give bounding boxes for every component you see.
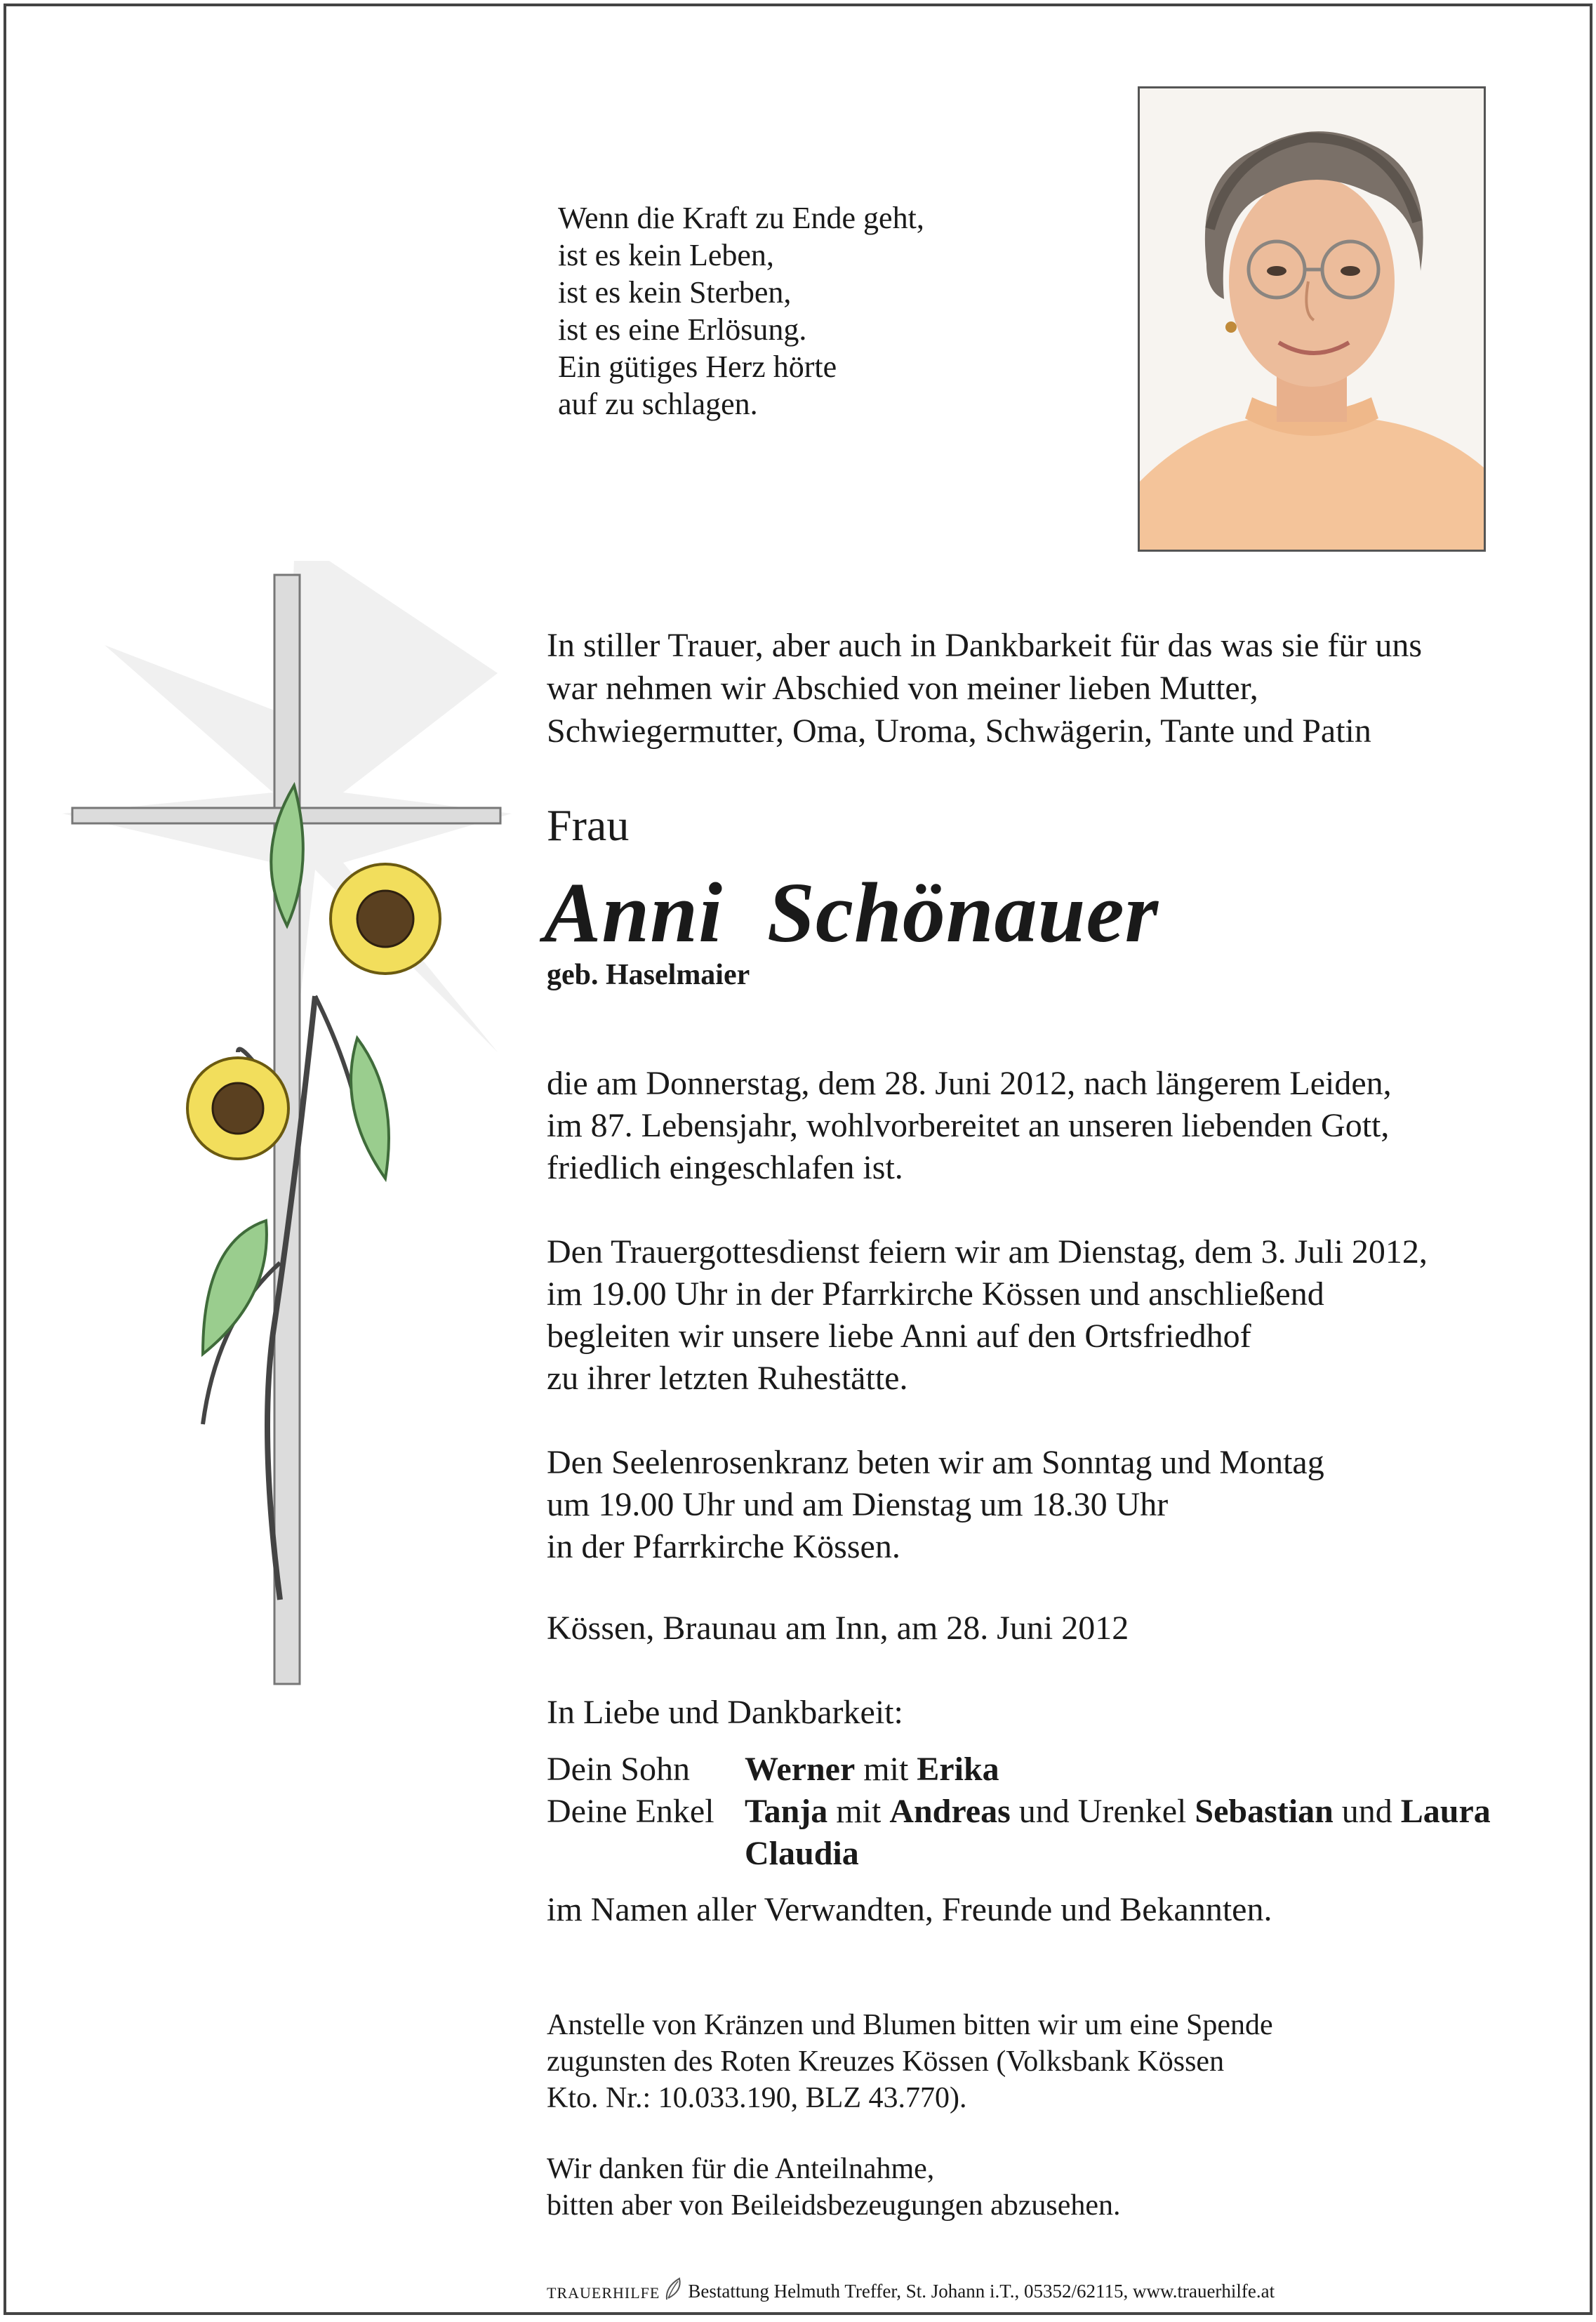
birth-name: geb. Haselmaier: [547, 959, 750, 991]
text-line: zu ihrer letzten Ruhestätte.: [547, 1360, 908, 1397]
text-line: Den Seelenrosenkranz beten wir am Sonntag und Montag: [547, 1444, 1324, 1481]
intro-line: Schwiegermutter, Oma, Uroma, Schwägerin, Tante und Patin: [547, 712, 1371, 750]
great-grandchildren-label: und Urenkel: [1018, 1793, 1187, 1830]
death-notice-paragraph: [547, 1063, 1557, 1189]
grandchildren-label: Deine Enkel: [547, 1793, 714, 1830]
deceased-name: [544, 864, 1159, 962]
first-name: Anni: [544, 865, 723, 960]
text-line: friedlich eingeschlafen ist.: [547, 1149, 903, 1186]
cross-with-sunflowers-illustration: [62, 561, 540, 1698]
grandchildren-line: [745, 1791, 1491, 1833]
donation-note: [547, 2007, 1459, 2116]
leaf-icon: [664, 2277, 684, 2301]
text-line: bitten aber von Beileidsbezeugungen abzusehen.: [547, 2189, 1121, 2222]
portrait-illustration: [1140, 88, 1484, 550]
footer-text: Bestattung Helmuth Treffer, St. Johann i.T., 05352/62115, www.trauerhilfe.at: [688, 2281, 1275, 2302]
poem-line: Wenn die Kraft zu Ende geht,: [558, 201, 924, 235]
son-name: Werner: [745, 1751, 856, 1788]
poem-line: ist es kein Sterben,: [558, 275, 792, 310]
poem-line: Ein gütiges Herz hörte: [558, 350, 837, 384]
intro-line: war nehmen wir Abschied von meiner lieben Mutter,: [547, 670, 1258, 707]
portrait-photo: [1138, 86, 1486, 552]
text-line: im 87. Lebensjahr, wohlvorbereitet an unseren liebenden Gott,: [547, 1107, 1390, 1144]
text-line: zugunsten des Roten Kreuzes Kössen (Volksbank Kössen: [547, 2045, 1225, 2078]
text-line: Anstelle von Kränzen und Blumen bitten wir um eine Spende: [547, 2009, 1273, 2041]
text-line: um 19.00 Uhr und am Dienstag um 18.30 Uhr: [547, 1486, 1169, 1523]
grandchildren-line-continued: [745, 1833, 859, 1875]
intro-text: [547, 624, 1543, 752]
poem-line: auf zu schlagen.: [558, 387, 758, 421]
son-partner-name: Erika: [917, 1751, 999, 1788]
obituary-page: [4, 4, 1592, 2315]
salutation: Frau: [547, 800, 630, 850]
text-line: in der Pfarrkirche Kössen.: [547, 1528, 900, 1565]
footer: [547, 2277, 1275, 2302]
text-line: die am Donnerstag, dem 28. Juni 2012, nach längerem Leiden,: [547, 1065, 1392, 1102]
great-grandchild-name: Laura: [1400, 1793, 1491, 1830]
last-name: Schönauer: [766, 865, 1159, 960]
text-line: Kto. Nr.: 10.033.190, BLZ 43.770).: [547, 2082, 967, 2114]
text-line: Wir danken für die Anteilnahme,: [547, 2153, 935, 2185]
conjunction: mit: [863, 1751, 909, 1788]
text-line: Den Trauergottesdienst feiern wir am Dienstag, dem 3. Juli 2012,: [547, 1233, 1428, 1271]
poem: [558, 199, 924, 423]
poem-line: ist es kein Leben,: [558, 238, 774, 272]
great-grandchild-name: Claudia: [745, 1835, 859, 1872]
grandchild-partner-name: Andreas: [889, 1793, 1011, 1830]
great-grandchild-name: Sebastian: [1195, 1793, 1334, 1830]
in-love-heading: In Liebe und Dankbarkeit:: [547, 1694, 903, 1731]
closing-line: im Namen aller Verwandten, Freunde und Bekannten.: [547, 1891, 1272, 1928]
text-line: begleiten wir unsere liebe Anni auf den Ortsfriedhof: [547, 1318, 1251, 1355]
thanks-note: [547, 2151, 1459, 2224]
grandchild-name: Tanja: [745, 1793, 828, 1830]
conjunction: und: [1341, 1793, 1392, 1830]
conjunction: mit: [836, 1793, 882, 1830]
rosary-paragraph: [547, 1442, 1557, 1568]
son-label: Dein Sohn: [547, 1751, 690, 1788]
poem-line: ist es eine Erlösung.: [558, 312, 807, 347]
text-line: im 19.00 Uhr in der Pfarrkirche Kössen und anschließend: [547, 1275, 1324, 1313]
son-line: [745, 1749, 999, 1791]
funeral-service-paragraph: [547, 1231, 1557, 1400]
place-date: Kössen, Braunau am Inn, am 28. Juni 2012: [547, 1610, 1129, 1647]
intro-line: In stiller Trauer, aber auch in Dankbarkeit für das was sie für uns: [547, 627, 1423, 664]
footer-brand: TRAUERHILFE: [547, 2284, 660, 2302]
